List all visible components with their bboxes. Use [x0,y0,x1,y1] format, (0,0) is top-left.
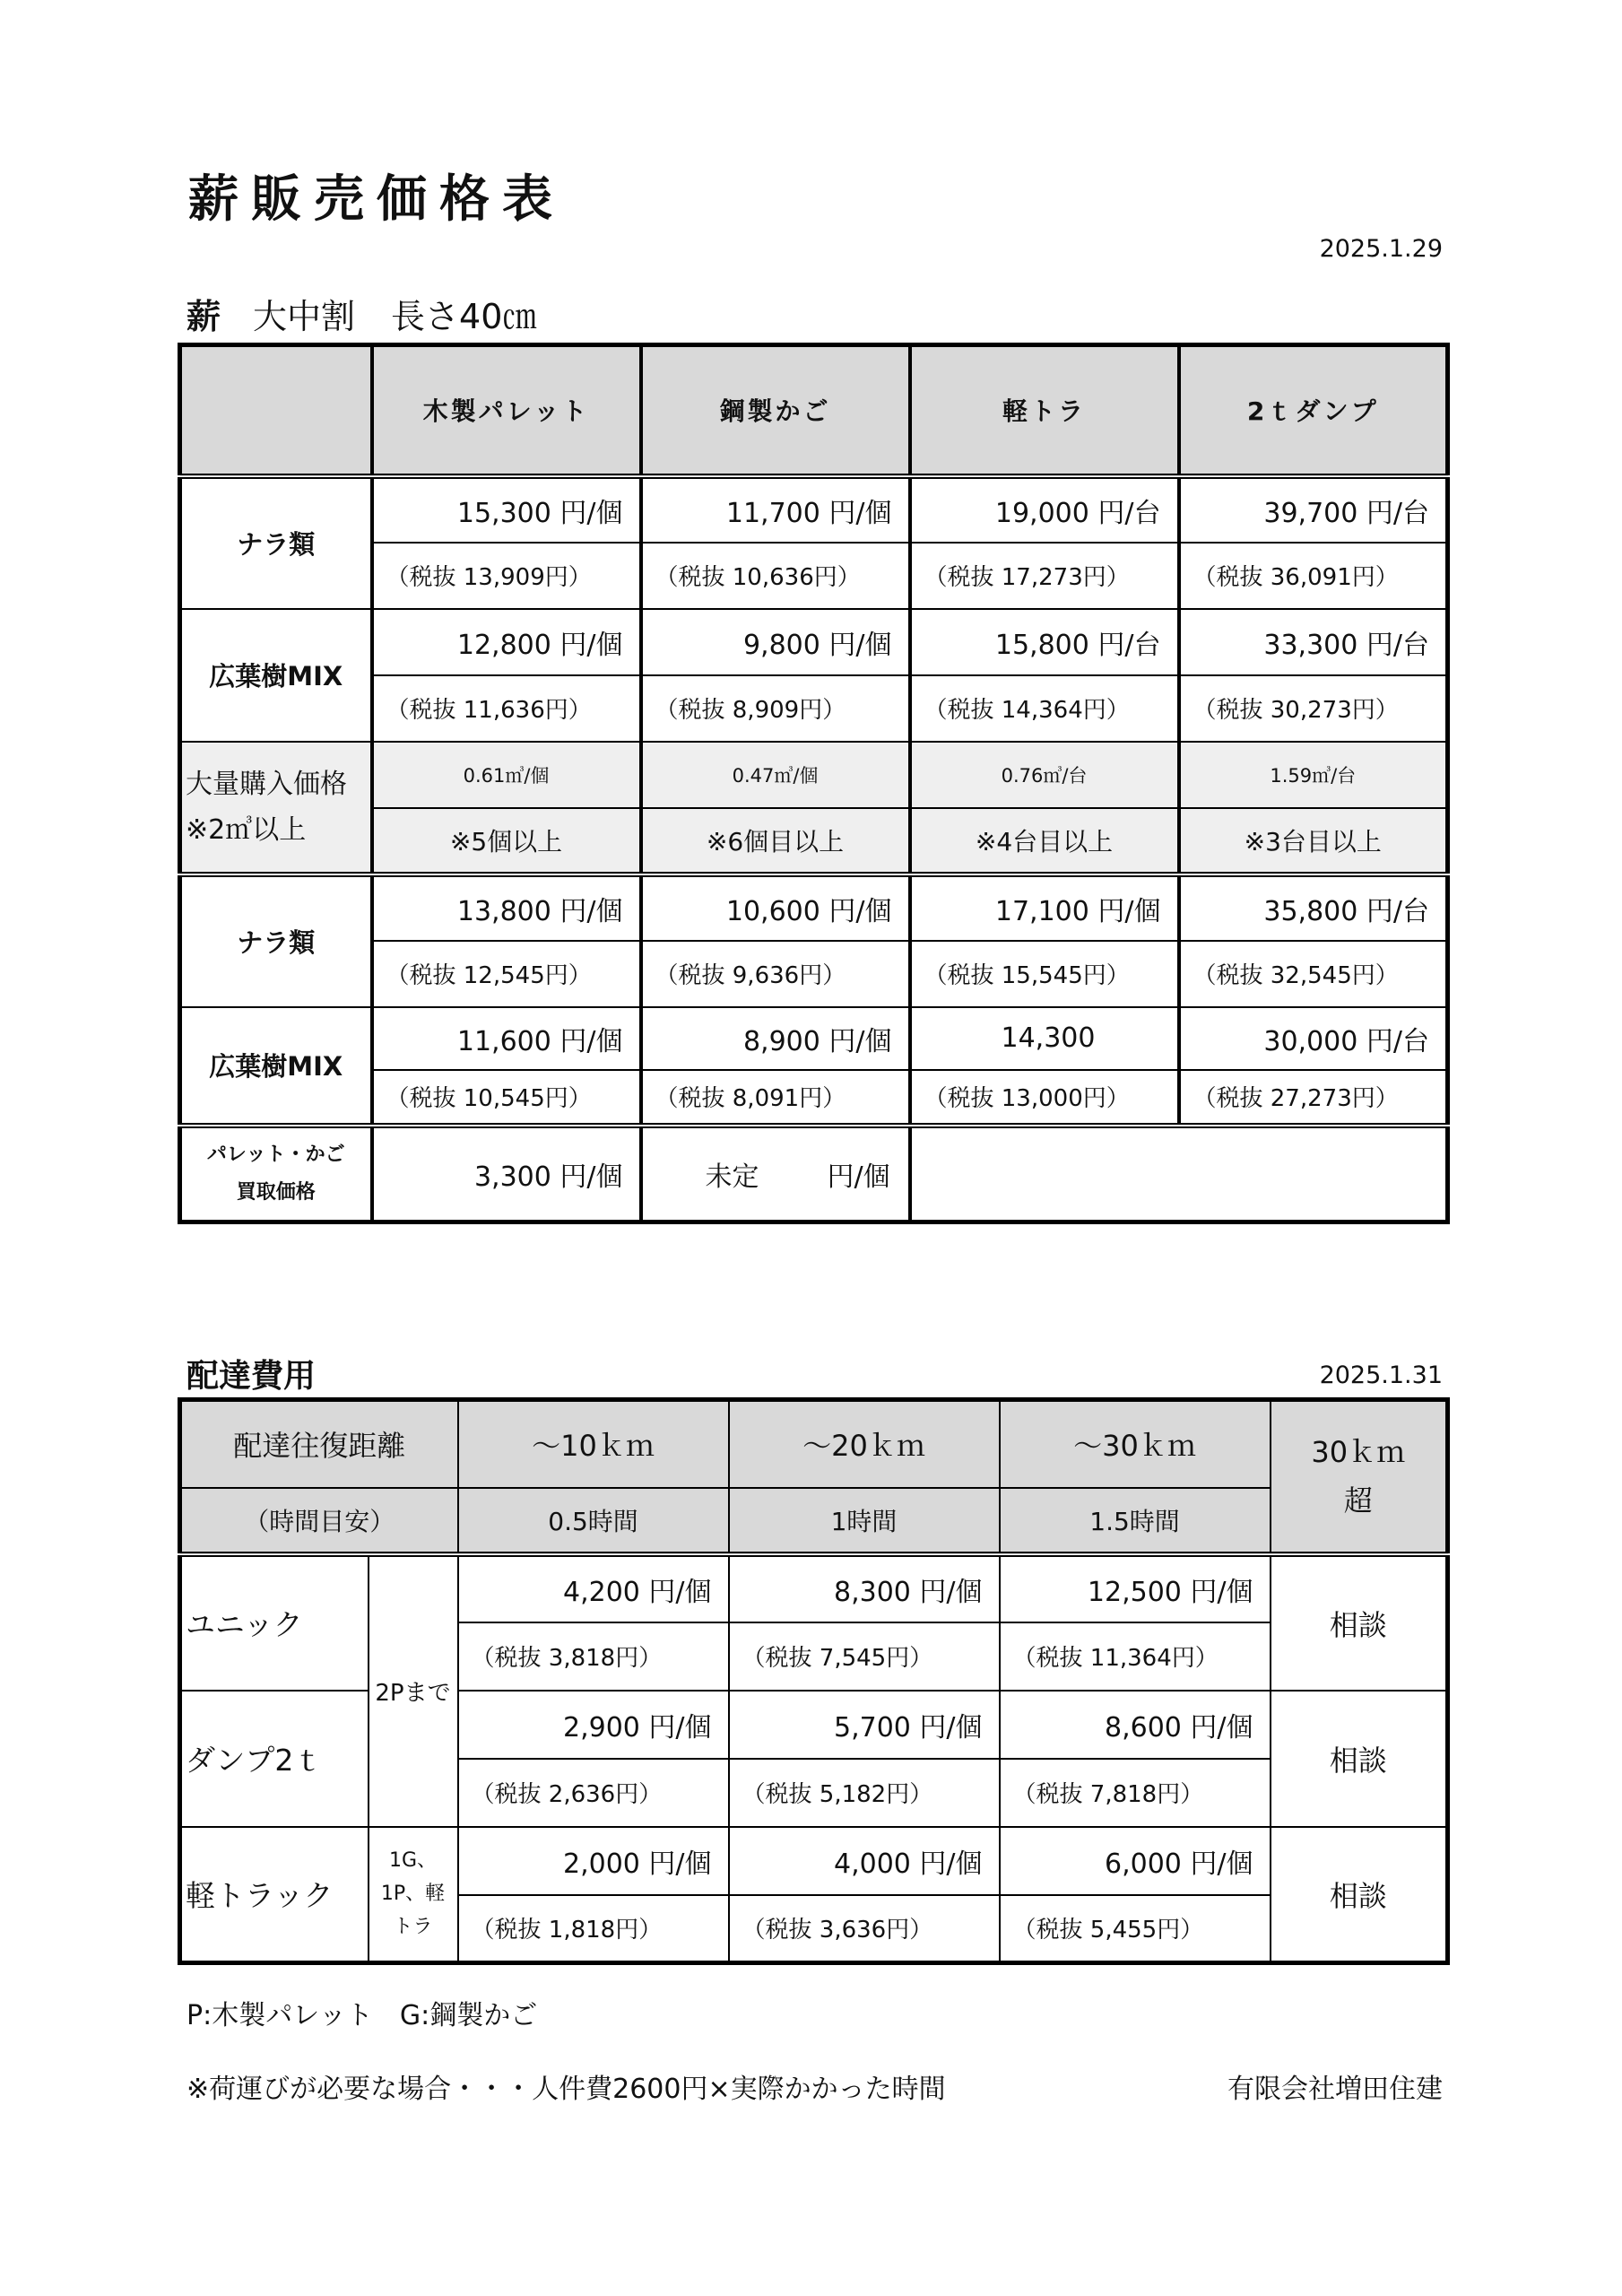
over-30km-line2: 超 [1343,1483,1373,1518]
price-cell: 35,800 円/台 [1179,874,1448,941]
consult-cell: 相談 [1271,1691,1448,1827]
tax-cell: （税抜 15,545円） [910,941,1179,1007]
price-cell: 4,000 円/個 [729,1827,1000,1895]
distance-label: 配達往復距離 [180,1400,458,1488]
price-cell: 19,000 円/台 [910,476,1179,543]
legend-text: P:木製パレット G:鋼製かご [186,2000,538,2031]
vehicle-label: 軽トラック [180,1827,369,1963]
buyback-cage-unit: 円/個 [827,1161,890,1193]
bulk-label-line1: 大量購入価格 [186,768,347,800]
price-cell: 6,000 円/個 [1000,1827,1271,1895]
price-cell: 39,700 円/台 [1179,476,1448,543]
row-label: 広葉樹MIX [180,609,372,742]
tax-cell: （税抜 10,545円） [372,1070,641,1126]
buyback-label [180,1126,372,1222]
buyback-label-line1: パレット・かご [206,1143,345,1166]
price-cell: 14,300 [910,1007,1179,1070]
over-30km-header [1271,1400,1448,1554]
row-label: 広葉樹MIX [180,1007,372,1126]
tax-cell: （税抜 32,545円） [1179,941,1448,1007]
company-name: 有限会社増田住建 [1227,2074,1443,2105]
row-label: ナラ類 [180,874,372,1007]
section-heading-type: 大中割 [253,297,356,336]
delivery-table [178,1397,1450,1965]
price-cell: 2,900 円/個 [458,1691,729,1759]
price-header-row [180,345,1448,476]
table-row [180,476,1448,543]
row-label: ナラ類 [180,476,372,609]
tax-cell: （税抜 14,364円） [910,675,1179,742]
capacity-kei [369,1827,458,1963]
section-heading-firewood [186,289,536,338]
section-heading-length: 長さ40㎝ [391,297,537,336]
tax-cell: （税抜 11,636円） [372,675,641,742]
bulk-info-row [180,742,1448,808]
tax-cell: （税抜 9,636円） [641,941,910,1007]
price-date: 2025.1.29 [1319,235,1443,263]
price-cell: 30,000 円/台 [1179,1007,1448,1070]
tax-cell: （税抜 36,091円） [1179,543,1448,609]
page-title: 薪販売価格表 [188,170,565,229]
delivery-header-row [180,1400,1448,1488]
buyback-row [180,1126,1448,1222]
price-cell: 8,300 円/個 [729,1554,1000,1622]
price-cell: 11,700 円/個 [641,476,910,543]
bulk-volume-cell: 0.76㎥/台 [910,742,1179,808]
price-cell: 12,500 円/個 [1000,1554,1271,1622]
buyback-cage-pending: 未定 [705,1161,759,1193]
price-cell: 2,000 円/個 [458,1827,729,1895]
tax-cell: （税抜 8,909円） [641,675,910,742]
tax-cell: （税抜 5,182円） [729,1759,1000,1827]
bulk-condition-cell: ※6個目以上 [641,808,910,874]
bulk-condition-cell: ※4台目以上 [910,808,1179,874]
buyback-cage-price [641,1126,910,1222]
price-cell: 4,200 円/個 [458,1554,729,1622]
col-header-keitora: 軽トラ [910,345,1179,476]
price-cell: 9,800 円/個 [641,609,910,675]
price-table [178,343,1450,1224]
tax-cell: （税抜 7,818円） [1000,1759,1271,1827]
tax-cell: （税抜 1,818円） [458,1895,729,1963]
price-cell: 13,800 円/個 [372,874,641,941]
tax-cell: （税抜 10,636円） [641,543,910,609]
price-cell: 15,800 円/台 [910,609,1179,675]
tax-cell: （税抜 27,273円） [1179,1070,1448,1126]
price-cell: 33,300 円/台 [1179,609,1448,675]
header-corner-cell [180,345,372,476]
price-cell: 15,300 円/個 [372,476,641,543]
price-cell: 11,600 円/個 [372,1007,641,1070]
vehicle-label: ユニック [180,1554,369,1691]
tax-cell: （税抜 2,636円） [458,1759,729,1827]
price-cell: 12,800 円/個 [372,609,641,675]
capacity-kei-line3: トラ [393,1916,433,1939]
time-cell: 1.5時間 [1000,1488,1271,1554]
col-header-dump: 2ｔダンプ [1179,345,1448,476]
table-row [180,609,1448,675]
capacity-kei-line2: 1P、軽 [380,1883,446,1906]
tax-cell: （税抜 17,273円） [910,543,1179,609]
range-header: ～10ｋｍ [458,1400,729,1488]
table-row [180,874,1448,941]
tax-cell: （税抜 3,818円） [458,1622,729,1691]
tax-cell: （税抜 11,364円） [1000,1622,1271,1691]
time-cell: 0.5時間 [458,1488,729,1554]
bulk-volume-cell: 0.47㎥/個 [641,742,910,808]
price-cell: 10,600 円/個 [641,874,910,941]
time-cell: 1時間 [729,1488,1000,1554]
tax-cell: （税抜 30,273円） [1179,675,1448,742]
delivery-time-row [180,1488,1448,1554]
price-cell: 5,700 円/個 [729,1691,1000,1759]
price-cell: 17,100 円/個 [910,874,1179,941]
buyback-pallet-price: 3,300 円/個 [372,1126,641,1222]
consult-cell: 相談 [1271,1554,1448,1691]
buyback-empty-cell [910,1126,1448,1222]
time-label: （時間目安） [180,1488,458,1554]
bulk-volume-cell: 0.61㎥/個 [372,742,641,808]
tax-cell: （税抜 7,545円） [729,1622,1000,1691]
range-header: ～20ｋｍ [729,1400,1000,1488]
col-header-cage: 鋼製かご [641,345,910,476]
delivery-date: 2025.1.31 [1319,1361,1443,1389]
table-row [180,1007,1448,1070]
col-header-pallet: 木製パレット [372,345,641,476]
range-header: ～30ｋｍ [1000,1400,1271,1488]
tax-cell: （税抜 13,909円） [372,543,641,609]
consult-cell: 相談 [1271,1827,1448,1963]
price-cell: 8,900 円/個 [641,1007,910,1070]
bulk-condition-cell: ※3台目以上 [1179,808,1448,874]
bulk-condition-cell: ※5個以上 [372,808,641,874]
capacity-2p: 2Pまで [369,1554,458,1827]
capacity-kei-line1: 1G、 [388,1848,438,1872]
table-row [180,1827,1448,1895]
tax-cell: （税抜 12,545円） [372,941,641,1007]
labor-note: ※荷運びが必要な場合・・・人件費2600円×実際かかった時間 [186,2074,946,2105]
table-row [180,1554,1448,1622]
bulk-volume-cell: 1.59㎥/台 [1179,742,1448,808]
bulk-label-line2: ※2㎥以上 [186,813,307,846]
tax-cell: （税抜 5,455円） [1000,1895,1271,1963]
vehicle-label: ダンプ2ｔ [180,1691,369,1827]
tax-cell: （税抜 13,000円） [910,1070,1179,1126]
bulk-label [180,742,372,874]
section-heading-bold: 薪 [186,297,221,336]
over-30km-line1: 30ｋｍ [1311,1434,1406,1469]
tax-cell: （税抜 8,091円） [641,1070,910,1126]
buyback-label-line2: 買取価格 [236,1180,316,1204]
tax-cell: （税抜 3,636円） [729,1895,1000,1963]
price-cell: 8,600 円/個 [1000,1691,1271,1759]
delivery-title: 配達費用 [186,1358,317,1395]
